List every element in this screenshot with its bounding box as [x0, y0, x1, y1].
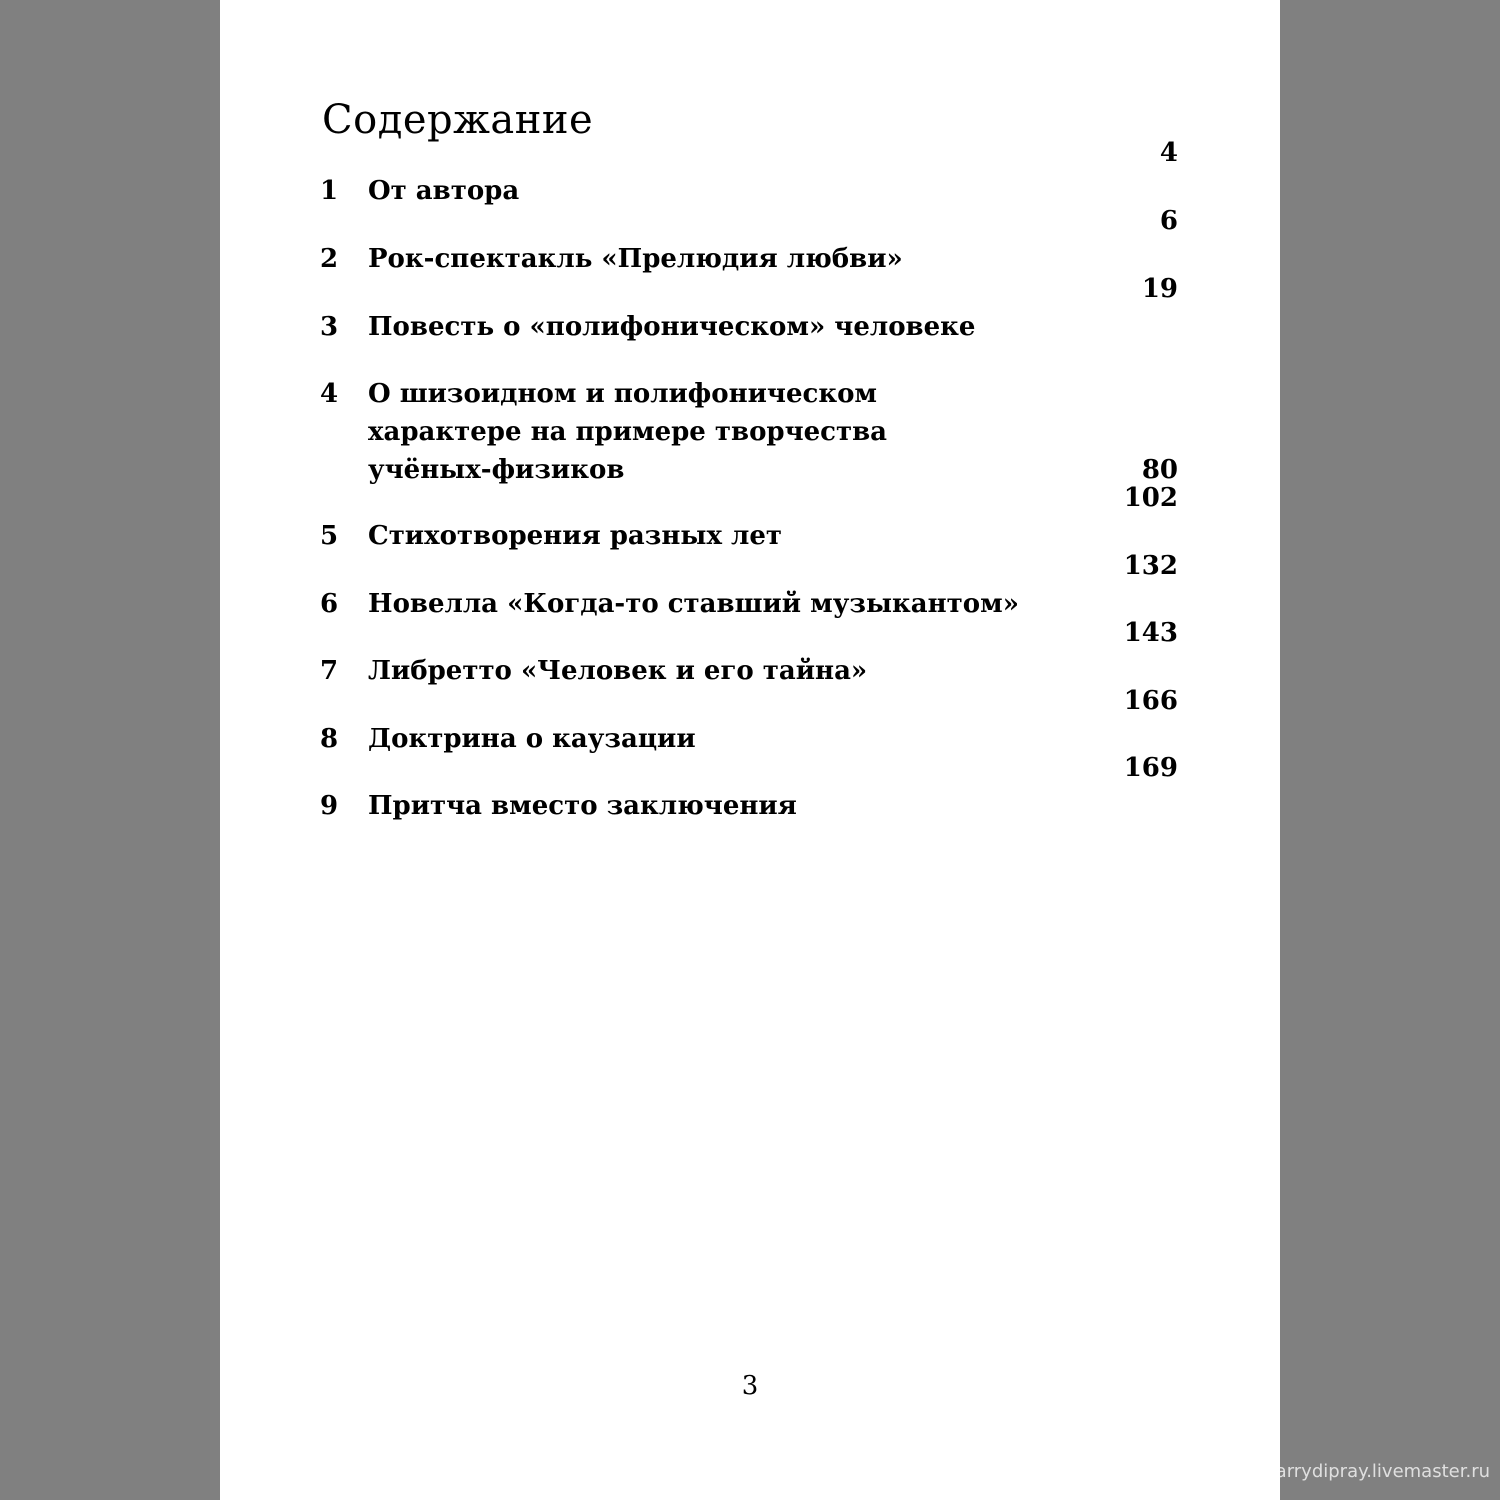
watermark — [1242, 1461, 1490, 1482]
toc-entry-title: Доктрина о каузации — [368, 724, 696, 754]
toc-entry-page: 132 — [1123, 551, 1178, 581]
toc-entry-number: 4 — [320, 379, 339, 409]
toc-entry-page: 19 — [1141, 274, 1178, 304]
toc-entry-number: 1 — [320, 176, 339, 206]
toc-entry — [320, 375, 1178, 489]
page-number: 3 — [741, 1371, 759, 1401]
toc-entry-page: 166 — [1123, 686, 1178, 716]
toc-entry-title: Рок-спектакль «Прелюдия любви» — [368, 244, 903, 274]
toc-entry-number: 9 — [320, 791, 339, 821]
toc-entry-title-line: О шизоидном и полифоническом — [368, 379, 878, 409]
toc-entry-title: Притча вместо заключения — [368, 791, 797, 821]
toc-title: Содержание — [322, 97, 594, 143]
toc-entry-page: 102 — [1123, 483, 1178, 513]
toc-entry-number: 6 — [320, 589, 339, 619]
toc-entry-title-line: характере на примере творчества — [368, 417, 888, 447]
toc-entry-page: 4 — [1159, 138, 1178, 168]
gear-icon: ⚙ — [1242, 1461, 1259, 1482]
toc-entry-number: 2 — [320, 244, 339, 274]
toc-entry-number: 8 — [320, 724, 339, 754]
toc-entry-number: 3 — [320, 312, 339, 342]
toc-entry-number: 7 — [320, 656, 339, 686]
toc-entry-page: 143 — [1123, 618, 1178, 648]
toc-entry-title: Новелла «Когда-то ставший музыкантом» — [368, 589, 1019, 619]
toc-entry-number: 5 — [320, 521, 339, 551]
toc-entry-title: Стихотворения разных лет — [368, 521, 782, 551]
toc-entry-page: 169 — [1123, 753, 1178, 783]
toc-entry-title: Повесть о «полифоническом» человеке — [368, 312, 976, 342]
toc-entry-page: 6 — [1159, 206, 1178, 236]
toc-entry-title: Либретто «Человек и его тайна» — [368, 656, 868, 686]
toc-entry-title-line: учёных-физиков — [368, 455, 625, 485]
page — [220, 0, 1280, 1500]
toc-entry-title: От автора — [368, 176, 520, 206]
toc-entry-title — [368, 375, 1048, 489]
watermark-text: garrydipray.livemaster.ru — [1264, 1461, 1490, 1482]
toc-entry-page: 80 — [1141, 455, 1178, 485]
